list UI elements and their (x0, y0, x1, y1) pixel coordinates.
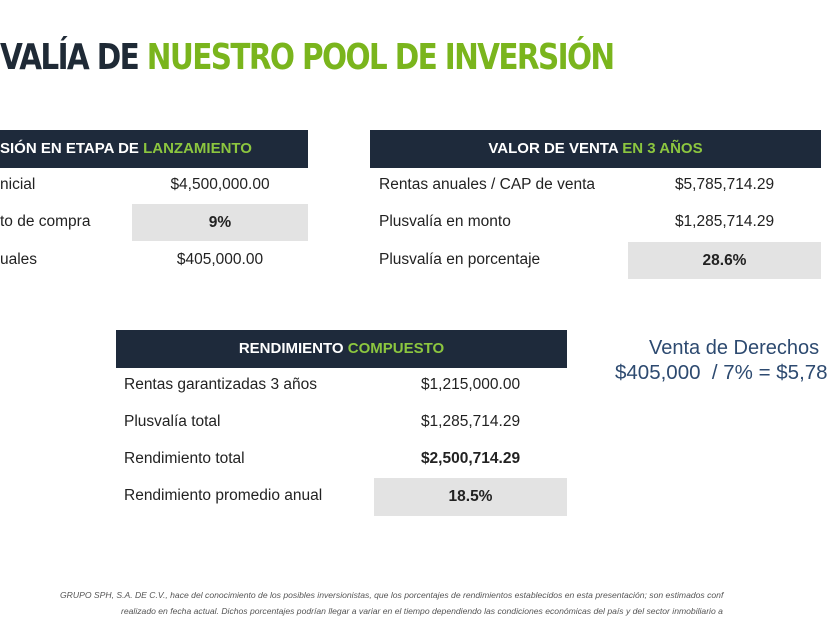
panel-compound-row-label: Rentas garantizadas 3 años (124, 376, 318, 393)
panel-sale-header-highlight: EN 3 AÑOS (622, 140, 703, 157)
title-part-dark: VALÍA DE (0, 37, 147, 78)
panel-sale-header (370, 130, 821, 168)
panel-sale-row-value: $1,285,714.29 (674, 213, 775, 230)
panel-sale-header-text: VALOR DE VENTA (488, 140, 623, 157)
panel-sale-row-value: $5,785,714.29 (674, 176, 775, 193)
slide-title (0, 30, 613, 86)
panel-compound-row-value: 18.5% (374, 478, 567, 516)
panel-compound-row-label: Plusvalía total (124, 413, 221, 430)
panel-launch-row-label: uales (0, 251, 38, 268)
panel-launch-header-highlight: LANZAMIENTO (143, 140, 252, 157)
panel-launch-row-label: to de compra (0, 213, 91, 230)
panel-compound-header (116, 330, 567, 368)
title-part-green: NUESTRO POOL DE INVERSIÓN (146, 37, 614, 78)
panel-compound-row-value: $2,500,714.29 (420, 450, 521, 467)
panel-launch-row-value: 9% (132, 204, 308, 241)
disclaimer-line-2: realizado en fecha actual. Dichos porcentajes podrían llegar a variar en el tiempo dependiendo las condiciones económicas del país y del sector inmobiliario a (121, 606, 723, 616)
venta-derechos-formula: $405,000 / 7% = $5,78 (615, 361, 828, 384)
panel-compound-row-value: $1,285,714.29 (420, 413, 521, 430)
panel-compound-row-value: $1,215,000.00 (420, 376, 521, 393)
panel-sale-row-label: Plusvalía en monto (379, 213, 511, 230)
panel-sale-row-label: Rentas anuales / CAP de venta (379, 176, 595, 193)
disclaimer (60, 587, 840, 619)
panel-launch-header-text: SIÓN EN ETAPA DE (0, 140, 144, 157)
disclaimer-line-1: GRUPO SPH, S.A. DE C.V., hace del conocimiento de los posibles inversionistas, que los porcentajes de rendimientos establecidos en esta presentación; son estimados conf (60, 590, 724, 600)
panel-compound-header-text: RENDIMIENTO (238, 340, 348, 357)
panel-compound-header-highlight: COMPUESTO (347, 340, 445, 357)
panel-compound-row-label: Rendimiento promedio anual (124, 487, 323, 504)
panel-launch-row-value: $4,500,000.00 (170, 176, 270, 193)
panel-launch-row-label: nicial (0, 176, 36, 193)
panel-compound-row-label: Rendimiento total (124, 450, 245, 467)
panel-launch-header (0, 130, 308, 168)
panel-sale-row-label: Plusvalía en porcentaje (379, 251, 541, 268)
venta-derechos-title: Venta de Derechos (649, 337, 820, 359)
panel-launch-row-value: $405,000.00 (176, 251, 264, 268)
panel-sale-row-value: 28.6% (628, 242, 821, 279)
